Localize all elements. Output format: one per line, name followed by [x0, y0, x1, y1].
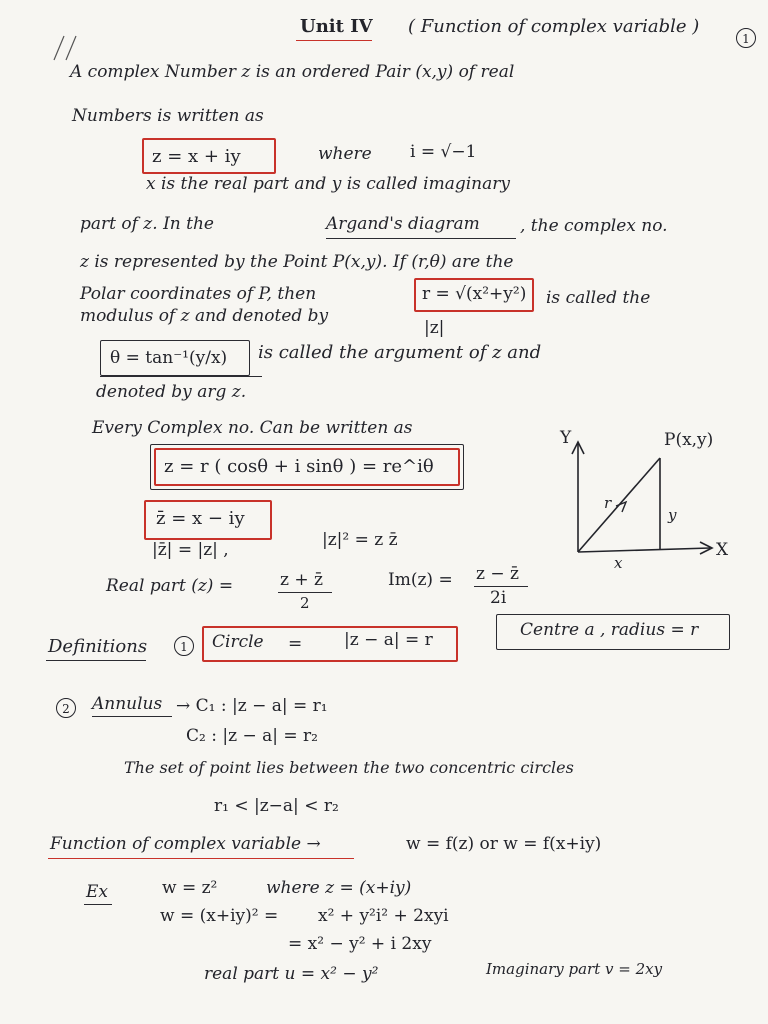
intro-line-4a: part of z. In the — [80, 214, 214, 234]
diagram-y-label: Y — [560, 428, 572, 448]
diagram-side-y: y — [668, 506, 677, 524]
intro-line-5: z is represented by the Point P(x,y). If (r,θ) are the — [80, 252, 514, 272]
imag-part-label: Im(z) = — [388, 570, 453, 590]
intro-line-7: modulus of z and denoted by — [80, 306, 329, 326]
unit-title-underline — [296, 40, 372, 41]
argument-equation: θ = tan⁻¹(y/x) — [110, 348, 228, 368]
subject-title: ( Function of complex variable ) — [408, 16, 700, 37]
intro-line-4b: , the complex no. — [520, 216, 668, 236]
definitions-heading: Definitions — [48, 636, 148, 657]
i-definition: i = √−1 — [410, 142, 477, 162]
x-axis — [578, 548, 710, 552]
imag-part-denominator: 2i — [490, 588, 507, 608]
circle-label: Circle — [212, 632, 264, 652]
real-part-denominator: 2 — [300, 594, 310, 612]
unit-title: Unit IV — [300, 16, 373, 37]
example-underline — [84, 904, 112, 905]
where-label: where — [318, 144, 372, 164]
polar-form-equation: z = r ( cosθ + i sinθ ) = re^iθ — [164, 456, 434, 477]
argument-box-extension — [100, 376, 262, 377]
annulus-description: The set of point lies between the two concentric circles — [124, 758, 574, 777]
diagram-point-label: P(x,y) — [664, 430, 714, 450]
real-part-numerator: z + z̄ — [280, 570, 323, 590]
definition-number-2: 2 — [56, 698, 76, 718]
annulus-label: Annulus — [92, 694, 163, 714]
polar-intro: Every Complex no. Can be written as — [92, 418, 413, 438]
modulus-square: |z|² = z z̄ — [322, 530, 398, 550]
real-part-result: real part u = x² − y² — [204, 964, 379, 984]
annulus-inequality: r₁ < |z−a| < r₂ — [214, 796, 339, 816]
z-definition: z = x + iy — [152, 146, 241, 167]
intro-line-9: denoted by arg z. — [96, 382, 247, 402]
function-heading-underline — [48, 858, 354, 859]
definitions-underline — [46, 660, 146, 661]
intro-line-6a: Polar coordinates of P, then — [80, 284, 317, 304]
argand-underline — [326, 238, 516, 239]
real-part-label: Real part (z) = — [106, 576, 234, 596]
modulus-notation: |z| — [424, 318, 445, 338]
definition-number-1: 1 — [174, 636, 194, 656]
circle-equation: |z − a| = r — [344, 630, 433, 650]
conjugate-equation: z̄ = x − iy — [156, 508, 245, 529]
annulus-c1: → C₁ : |z − a| = r₁ — [176, 696, 328, 716]
real-part-fraction-bar — [278, 592, 332, 593]
intro-line-3: x is the real part and y is called imaginary — [146, 174, 510, 194]
intro-line-1: A complex Number z is an ordered Pair (x,y) of real — [70, 62, 515, 82]
argand-diagram-term: Argand's diagram — [326, 214, 480, 234]
function-definition: w = f(z) or w = f(x+iy) — [406, 834, 602, 854]
example-where: where z = (x+iy) — [266, 878, 412, 898]
function-heading: Function of complex variable → — [50, 834, 321, 854]
intro-line-2: Numbers is written as — [72, 106, 264, 126]
example-equation-1: w = z² — [162, 878, 218, 898]
example-equation-2-rhs: x² + y²i² + 2xyi — [318, 906, 449, 926]
intro-line-6b: is called the — [546, 288, 651, 308]
modulus-equation: r = √(x²+y²) — [422, 284, 527, 304]
diagram-side-x: x — [614, 554, 623, 572]
imaginary-part-result: Imaginary part v = 2xy — [486, 960, 663, 978]
imag-part-numerator: z − z̄ — [476, 564, 519, 584]
modulus-conjugate: |z̄| = |z| , — [152, 540, 229, 560]
example-equation-2: w = (x+iy)² = — [160, 906, 279, 926]
annulus-c2: C₂ : |z − a| = r₂ — [186, 726, 318, 746]
annulus-underline — [92, 716, 172, 717]
example-label: Ex — [86, 882, 108, 902]
page-number: 1 — [736, 28, 756, 48]
circle-equals: = — [288, 634, 303, 654]
example-equation-3: = x² − y² + i 2xy — [288, 934, 432, 954]
diagram-x-label: X — [716, 540, 729, 560]
intro-line-8: is called the argument of z and — [258, 342, 542, 363]
circle-note: Centre a , radius = r — [520, 620, 699, 640]
diagram-r-label: r — [604, 494, 612, 512]
imag-part-fraction-bar — [474, 586, 528, 587]
